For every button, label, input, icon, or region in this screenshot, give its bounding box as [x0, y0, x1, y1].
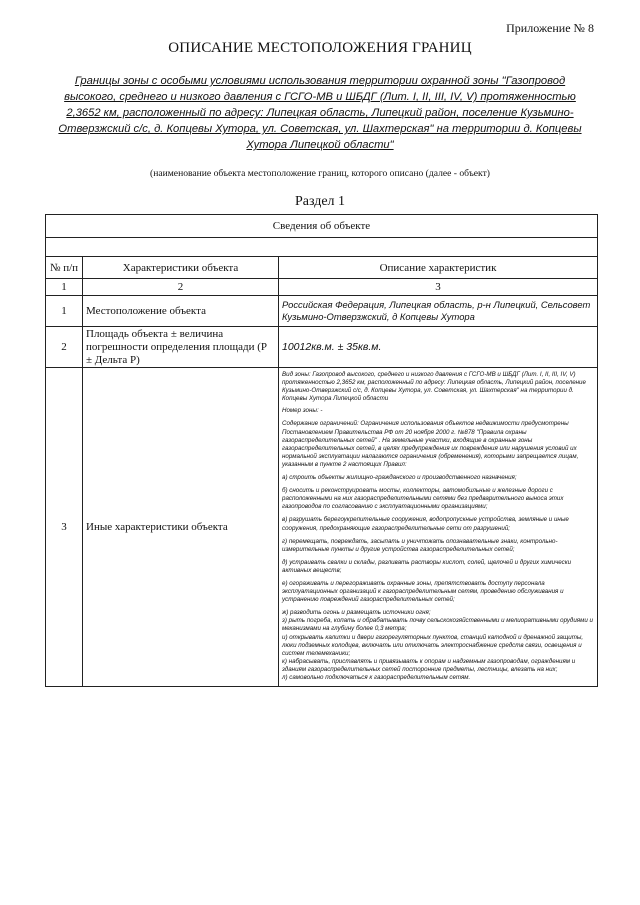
object-info-table [45, 214, 598, 687]
row-characteristic: Иные характеристики объекта [83, 368, 279, 687]
table-caption: Сведения об объекте [46, 215, 598, 238]
row-number: 2 [46, 327, 83, 368]
column-header-description: Описание характеристик [279, 257, 598, 279]
restriction-item: а) строить объекты жилищно-гражданского и производственного назначения; [282, 474, 517, 482]
zone-description: Границы зоны с особыми условиями использования территории охранной зоны "Газопровод высокого, среднего и низкого давления с ГСГО-МВ и ШБДГ (Лит. I, II, III, IV, V) протяженностью 2,3652 км, расположенный по адресу: Липецкая область, Липецкий район, поселение Кузьминo-Отверзжский с/с, д. Копцевы Хутора, ул. Советская, ул. Шахтерская" на территории д. Копцевы Хутора Липецкой области" [58, 75, 582, 151]
column-number: 3 [279, 279, 598, 296]
row-number: 3 [46, 368, 83, 687]
row-characteristic: Площадь объекта ± величина погрешности определения площади (Р ± Дельта Р) [83, 327, 279, 368]
table-row [46, 296, 598, 327]
restriction-item: и) открывать калитки и двери газорегуляторных пунктов, станций катодной и дренажной защиты, люки подземных колодцев, включать или отключать электроснабжение средств связи, освещения и систем телемеханики; [282, 633, 584, 657]
zone-number-paragraph: Номер зоны: - [282, 407, 323, 415]
restriction-item: г) перемещать, повреждать, засыпать и уничтожать опознавательные знаки, контрольно-измерительные пункты и другие устройства газораспределительных сетей; [282, 537, 558, 553]
restriction-item: з) рыть погреба, копать и обрабатывать почву сельскохозяйственными и мелиоративными орудиями и механизмами на глубину более 0,3 метра; [282, 617, 593, 633]
restriction-item: б) сносить и реконструировать мосты, коллекторы, автомобильные и железные дороги с расположенными на них газораспределительными сетями без предварительного выноса этих газопроводов по согласованию с эксплуатационными организациями; [282, 487, 564, 511]
appendix-label: Приложение № 8 [506, 21, 594, 35]
blank-cell [46, 238, 598, 257]
row-characteristic: Местоположение объекта [83, 296, 279, 327]
column-header-number: № п/п [46, 257, 83, 279]
table-row [46, 327, 598, 368]
zone-type-paragraph: Вид зоны: Газопровод высокого, среднего и низкого давления с ГСГО-МВ и ШБДГ (Лит. I, II, III, IV, V) протяженностью 2,3652 км, расположенный по адресу: Липецкая область, Липецкий район, поселение Кузьмино-Отверзжский с/с, д. Копцевы Хутора, ул. Советская, ул. Шахтерская" на территории д. Копцевы Хутора Липецкой области [282, 371, 586, 403]
restriction-item: к) набрасывать, приставлять и привязывать к опорам и надземным газопроводам, ограждениям и зданиям газораспределительных сетей посторонние предметы, лестницы, влезать на них; [282, 657, 576, 673]
table-header-row [46, 257, 598, 279]
restriction-item: л) самовольно подключаться к газораспределительным сетям. [282, 674, 471, 681]
restriction-item: в) разрушать берегоукрепительные сооружения, водопропускные устройства, земляные и иные сооружения, предохраняющие газораспределительные сети от разрушений; [282, 516, 569, 532]
column-header-characteristic: Характеристики объекта [83, 257, 279, 279]
row-description-restrictions [279, 368, 598, 687]
table-blank-row [46, 238, 598, 257]
restriction-item: ж) разводить огонь и размещать источники огня; [282, 609, 431, 617]
restrictions-paragraph: Содержание ограничений: Ограничения использования объектов недвижимости предусмотрены Постановлением Правительства РФ от 20 ноября 2000 г. №878 "Правила охраны газораспределительных сетей" . На земельные участки, входящие в охранные зоны газораспределительных сетей, в целях предупреждения их повреждения или нарушения условий их нормальной эксплуатации налагаются ограничения (обременения), которыми запрещается лицам, указанным в пункте 2 настоящих Правил: [282, 420, 579, 468]
column-number: 1 [46, 279, 83, 296]
row-number: 1 [46, 296, 83, 327]
column-number: 2 [83, 279, 279, 296]
table-caption-row [46, 215, 598, 238]
restriction-item: е) огораживать и перегораживать охранные зоны, препятствовать доступу персонала эксплуатационных организаций к газораспределительным сетям, проведению обслуживания и устранению повреждений газораспределительных сетей; [282, 579, 564, 604]
restriction-item: д) устраивать свалки и склады, разливать растворы кислот, солей, щелочей и других химически активных веществ; [282, 558, 572, 574]
table-row [46, 368, 598, 687]
row-description: Российская Федерация, Липецкая область, р-н Липецкий, Сельсовет Кузьмино-Отверзжский, д Копцевы Хутора [279, 296, 598, 327]
table-column-numbers-row [46, 279, 598, 296]
object-name-note: (наименование объекта местоположение границ, которого описано (далее - объект) [150, 168, 490, 179]
row-description: 10012кв.м. ± 35кв.м. [279, 327, 598, 368]
document-title: ОПИСАНИЕ МЕСТОПОЛОЖЕНИЯ ГРАНИЦ [168, 40, 472, 56]
section-title: Раздел 1 [294, 194, 346, 209]
